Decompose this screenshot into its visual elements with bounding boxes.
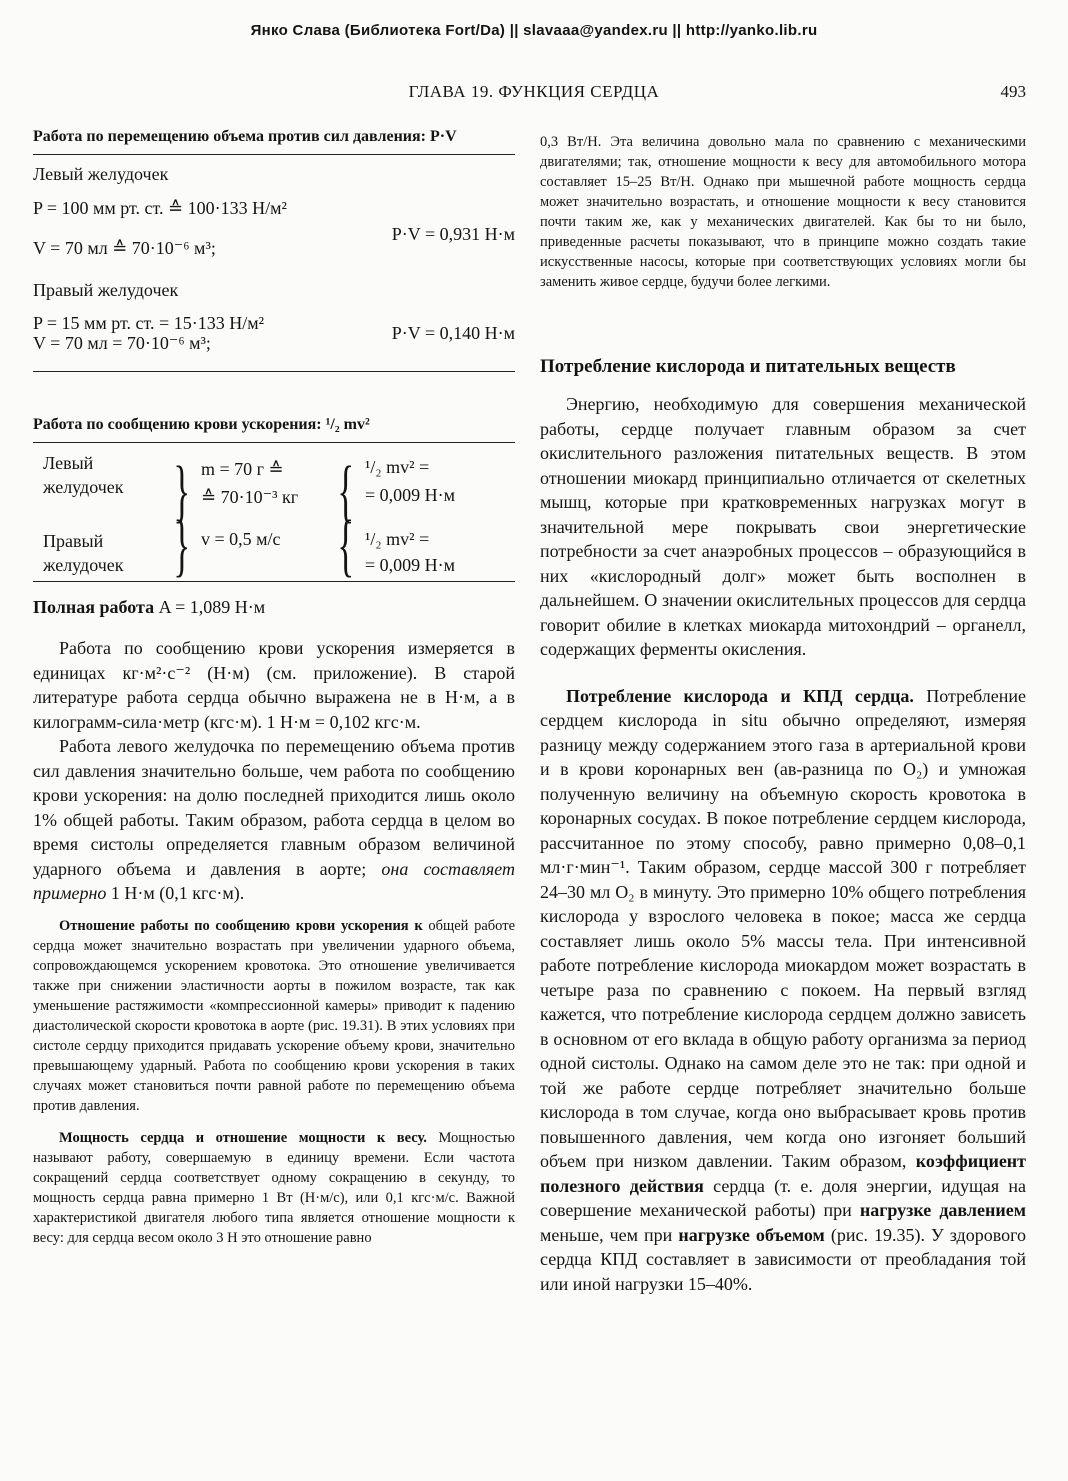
mv-result-lv-a: ¹/₂ mv² = [365, 457, 430, 477]
mv-rv-label: Правый [43, 531, 104, 551]
mv-mass: m = 70 г ≙ [201, 459, 284, 479]
left-column [33, 126, 515, 1248]
section-title: Потребление кислорода и питательных веществ [540, 356, 956, 377]
running-title: ГЛАВА 19. ФУНКЦИЯ СЕРДЦА [408, 82, 660, 101]
para-lv-end: 1 Н·м (0,1 кгс·м). [110, 883, 245, 903]
rule [33, 581, 515, 582]
para-units: Работа по сообщению крови ускорения измеряется в единицах кг·м²·с⁻² (Н·м) (см. приложение). В старой литературе работа сердца обычно выражена не в Н·м, а в килограмм-сила·метр (кгс·м). 1 Н·м = 0,102 кгс·м. [33, 638, 515, 732]
lv-pv-result: P·V = 0,931 Н·м [391, 224, 515, 244]
left-brace: } [173, 507, 191, 584]
para-energy: Энергию, необходимую для совершения механической работы, сердце получает главным образом за счет окислительного разложения питательных веществ. В этом отношении миокард принципиально отличается от скелетных мышц, которые при кратковременных нагрузках могут в значительной мере покрывать свои энергетические потребности за счет анаэробных процессов – образующийся в них «кислородный долг» может быть восполнен в дальнейшем. О значении окислительных процессов для сердца говорит обилие в клетках миокарда митохондрий – органелл, содержащих ферменты окисления. [540, 394, 1026, 659]
rv-pressure: P = 15 мм рт. ст. = 15·133 Н/м² [33, 313, 264, 333]
para-oxygen-bold-1: коэффициент полезного действия [540, 1151, 1027, 1196]
note-power [33, 1128, 515, 1248]
para-oxygen-bold-3: нагрузке объемом [678, 1224, 825, 1245]
mv-velocity: v = 0,5 м/с [201, 529, 281, 549]
page-number: 493 [1000, 82, 1026, 101]
lv-label: Левый желудочек [33, 164, 169, 184]
para-lv-italic: она составляет примерно [33, 858, 516, 903]
mv-result-rv-b: = 0,009 Н·м [365, 555, 456, 575]
note-power-continued: 0,3 Вт/Н. Эта величина довольно мала по сравнению с механическими двигателями; так, отношение мощности к весу для автомобильного мотора составляет 15–25 Вт/Н. Однако при мышечной работе мощность сердца может значительно возрастать, и отношение мощности к весу становится почти таким же, как у механических двигателей. Как бы то ни было, приведенные расчеты показывают, что в принципе можно создать такие искусственные насосы, которые при соответствующих условиях могли бы заменить живое сердце, будучи более легкими. [540, 134, 1026, 290]
rv-label: Правый желудочек [33, 280, 179, 300]
watermark-header: Янко Слава (Библиотека Fort/Da) || slavaaa@yandex.ru || http://yanko.lib.ru [250, 22, 818, 39]
rule [33, 442, 515, 443]
right-brace: { [337, 507, 355, 584]
left-brace: } [173, 453, 191, 530]
rv-block [33, 313, 515, 365]
right-column [540, 126, 1026, 1296]
total-work [33, 594, 515, 620]
lv-volume-row [33, 221, 515, 261]
mv-heading: Работа по сообщению крови ускорения: ¹/₂ mv² [33, 416, 370, 433]
mv-table [33, 449, 515, 584]
pv-heading: Работа по перемещению объема против сил давления: P·V [33, 128, 457, 145]
para-oxygen-text-a: Потребление сердцем кислорода in situ обычно определяют, измеряя разницу между содержанием этого газа в артериальной крови и в крови коронарных вен (ав-разница по O₂) и умножая полученную величину на объемную скорость кровотока в коронарных сосудах. В покое потребление сердцем кислорода, рассчитанное по этому способу, равно примерно 0,08–0,1 мл·г·мин⁻¹. Таким образом, сердце массой 300 г потребляет 24–30 мл O₂ в минуту. Это примерно 10% общего потребления кислорода у взрослого человека в покое; масса же сердца составляет лишь около 5% массы тела. При интенсивной работе потребление кислорода миокардом может возрастать в четыре раза по сравнению с покоем. На первый взгляд кажется, что потребление кислорода сердцем должно зависеть в основном от его вклада в общую работу организма за период одной систолы. Однако на самом деле это не так: при одной и той же работе сердце потребляет значительно больше кислорода в том случае, когда оно выбрасывает кровь против повышенного давления, чем когда оно изгоняет больший объем при низком давлении. Таким образом, [540, 685, 1026, 1171]
para-oxygen-text-c: сердца (т. е. доля энергии, идущая на совершение механической работы) при [540, 1175, 1026, 1220]
note-acceleration-lead: Отношение работы по сообщению крови ускорения к [59, 917, 423, 934]
para-oxygen [540, 684, 1026, 1297]
mv-lv-label: Левый [43, 453, 94, 473]
lv-pressure: P = 100 мм рт. ст. ≙ 100·133 Н/м² [33, 198, 287, 218]
rule [33, 371, 515, 372]
rv-pv-result: P·V = 0,140 Н·м [391, 323, 515, 343]
mv-lv-label2: желудочек [43, 477, 124, 497]
para-oxygen-text-d: меньше, чем при [540, 1224, 673, 1245]
mv-result-rv-a: ¹/₂ mv² = [365, 529, 430, 549]
mv-mass-kg: ≙ 70·10⁻³ кг [201, 487, 299, 507]
note-acceleration-body: общей работе сердца может значительно возрастать при увеличении ударного объема, сопровождающемся ускорением кровотока. Это отношение увеличивается также при снижении эластичности аорты в пожилом возрасте, так как уменьшение растяжимости «компрессионной камеры» приводит к падению диастолической скорости кровотока в аорте (рис. 19.31). В этих условиях при систоле сердцу приходится придавать ускорение объему крови, значительно превышающему ударный. Работа по сообщению крови ускорения в таких случаях может становиться почти равной работе по перемещению объема против давления. [33, 917, 516, 1114]
total-work-value: A = 1,089 Н·м [158, 597, 266, 617]
para-oxygen-lead: Потребление кислорода и КПД сердца. [566, 685, 914, 706]
lv-volume: V = 70 мл ≙ 70·10⁻⁶ м³; [33, 238, 216, 258]
para-lv-main: Работа левого желудочка по перемещению объема против сил давления значительно больше, чем работа по сообщению крови ускорения: на долю последней приходится лишь около 1% общей работы. Таким образом, работа сердца в целом во время систолы определяется главным образом величиной ударного объема и давления в аорте; [33, 736, 515, 879]
para-left-ventricle [33, 734, 515, 906]
total-work-label: Полная работа [33, 597, 155, 617]
mv-rv-label2: желудочек [43, 555, 124, 575]
right-brace: { [337, 453, 355, 530]
para-oxygen-bold-2: нагрузке давлением [859, 1200, 1026, 1220]
para-oxygen-text-e: (рис. 19.35). У здорового сердца КПД составляет в зависимости от преобладания той или иной нагрузки 15–40%. [540, 1224, 1027, 1294]
note-power-lead: Мощность сердца и отношение мощности к весу. [59, 1129, 427, 1146]
rule [33, 154, 515, 155]
note-power-body: Мощностью называют работу, совершаемую в единицу времени. Если частота сокращений сердца соответствует одному сокращению в секунду, то мощность сердца равна примерно 1 Вт (Н·м/с), или 0,1 кгс·м/с. Важной характеристикой двигателя любого типа является отношение мощности к весу: для сердца весом около 3 Н это отношение равно [33, 1129, 515, 1246]
rv-volume: V = 70 мл = 70·10⁻⁶ м³; [33, 333, 211, 353]
mv-result-lv-b: = 0,009 Н·м [365, 485, 456, 505]
note-acceleration [33, 916, 515, 1116]
